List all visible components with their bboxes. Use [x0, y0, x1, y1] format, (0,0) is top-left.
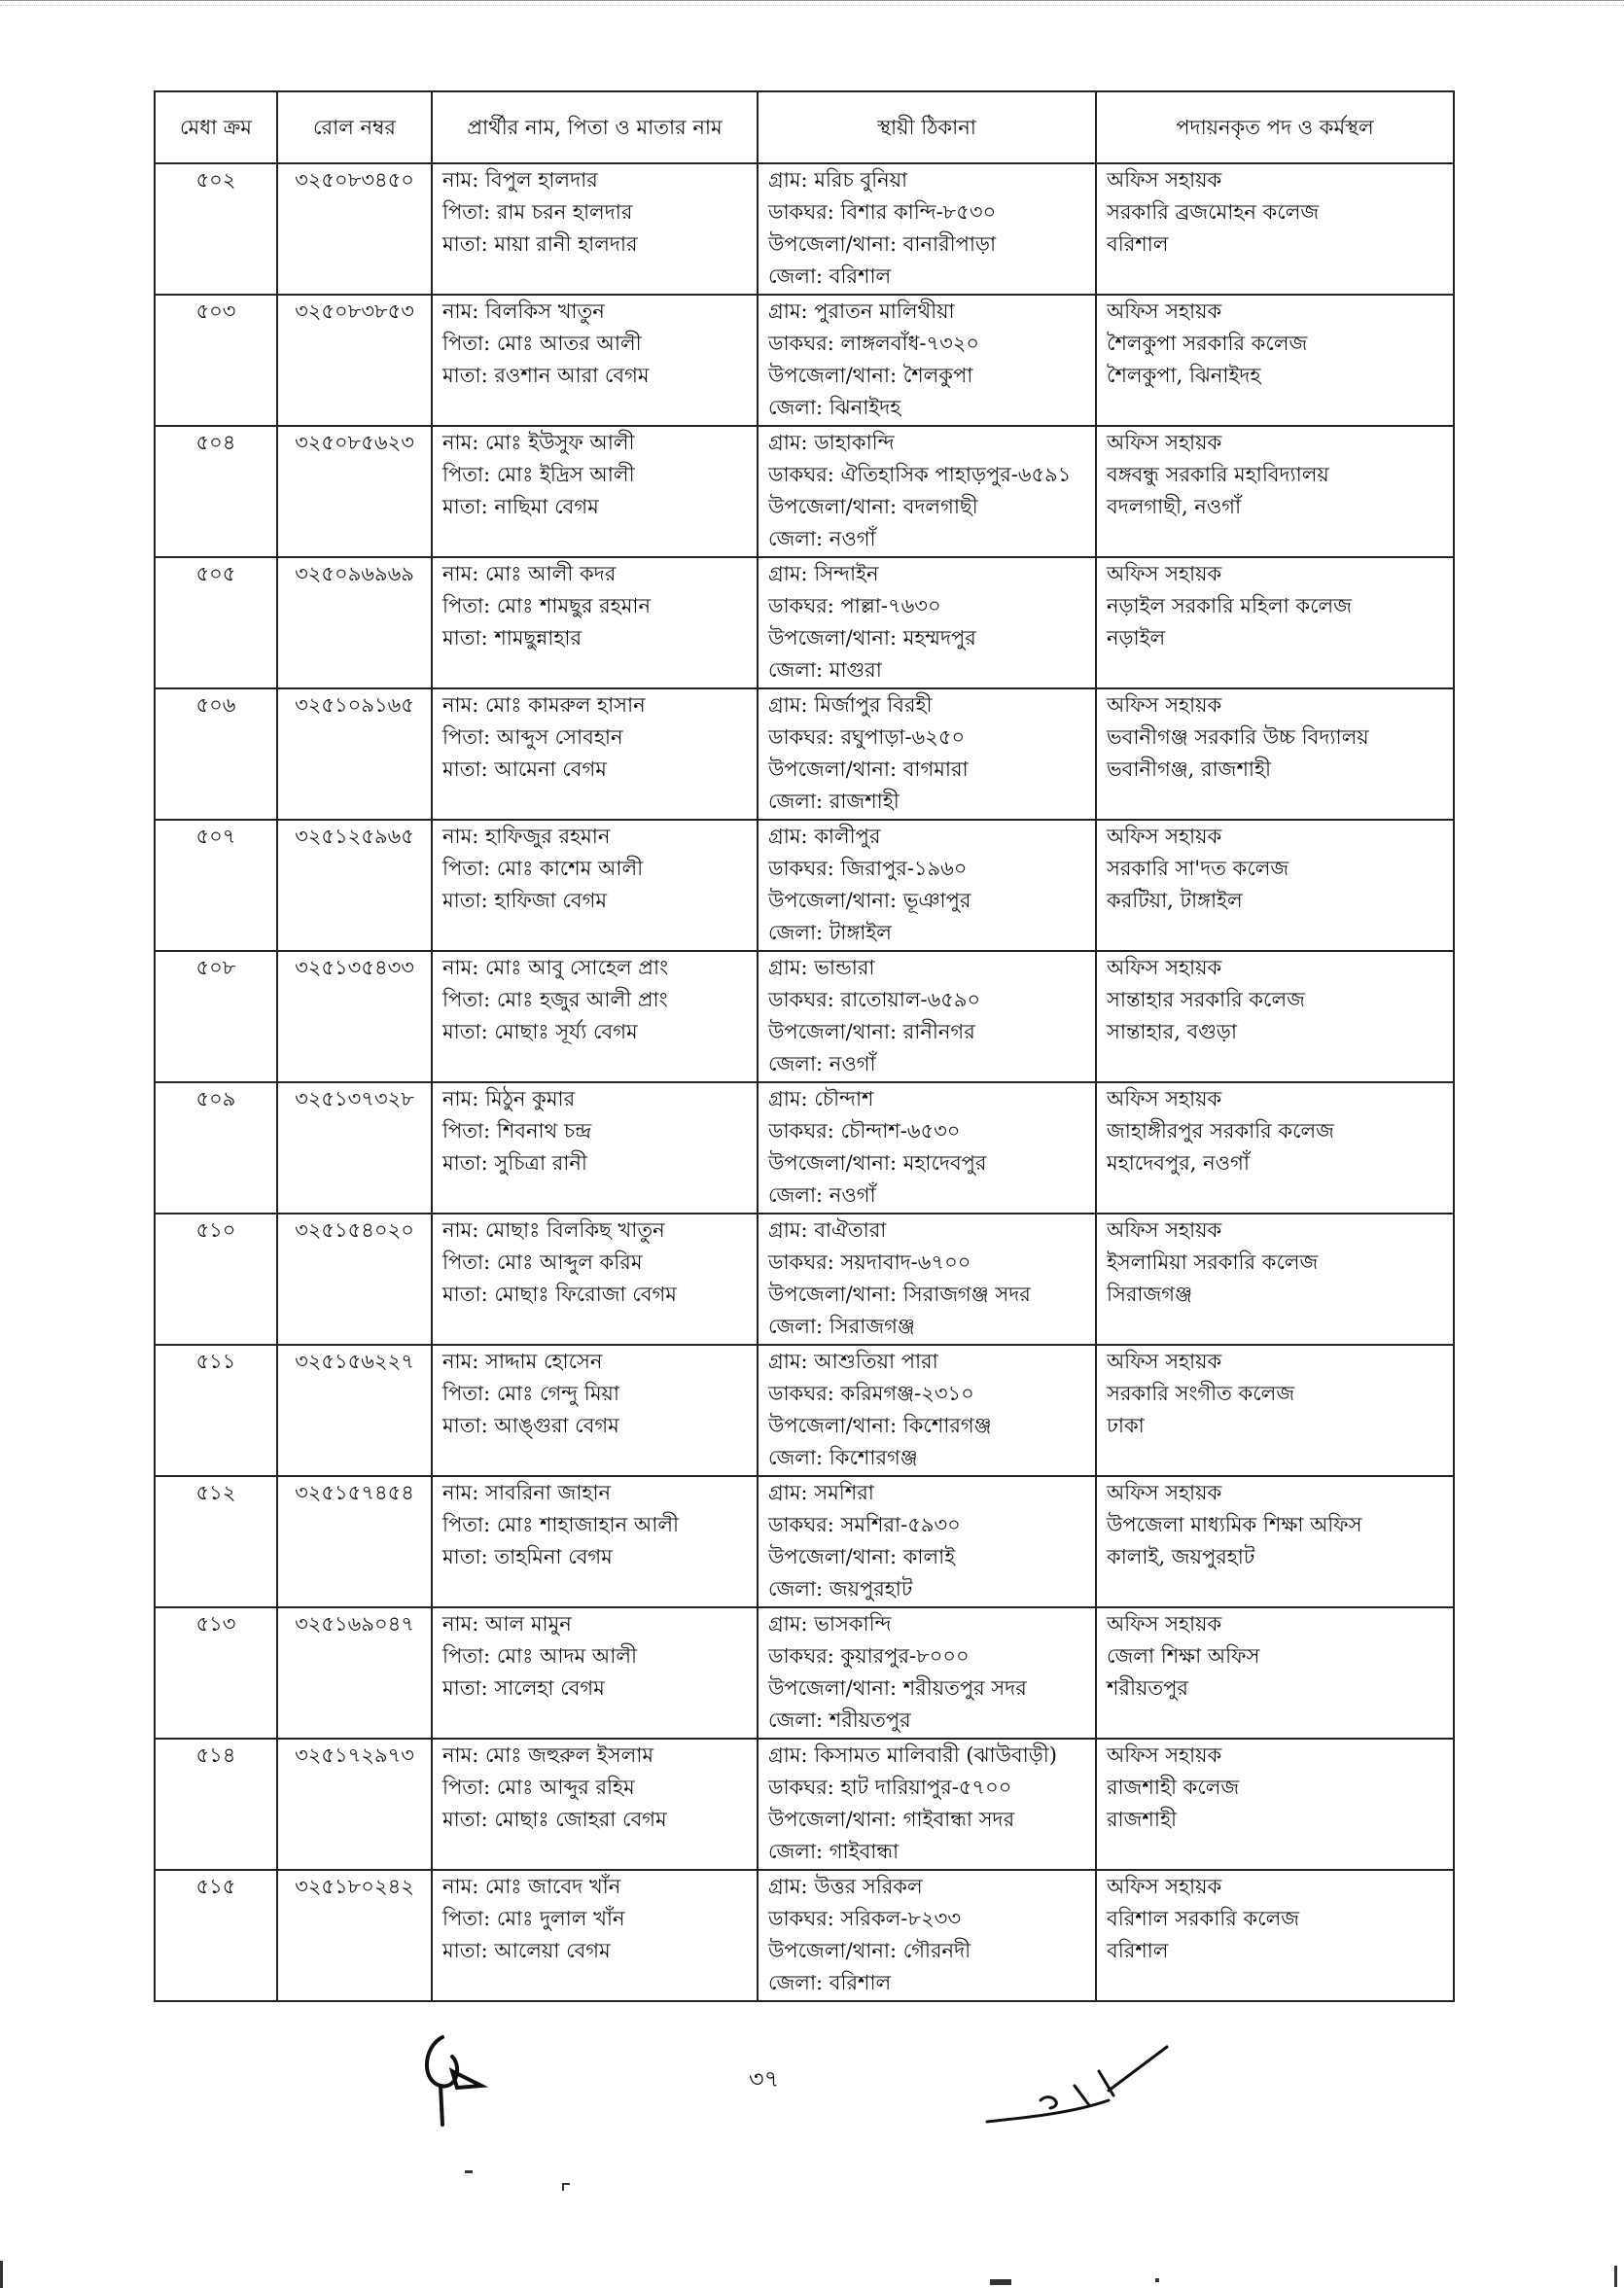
candidate-name: নাম: মোছাঃ বিলকিছ খাতুন: [442, 1218, 665, 1242]
page-top-edge: [0, 0, 1624, 6]
scan-speck: [1614, 2266, 1617, 2287]
address-district: জেলা: নওগাঁ: [768, 1183, 876, 1207]
posting-cell: [1096, 951, 1454, 1082]
father-name: পিতা: মোঃ আতর আলী: [442, 332, 642, 355]
mother-name: মাতা: মোছাঃ ফিরোজা বেগম: [442, 1283, 677, 1306]
mother-name: মাতা: শামছুন্নাহার: [442, 626, 583, 650]
roll-number-cell: ৩২৫১২৫৯৬৫: [277, 820, 432, 951]
father-name: পিতা: মোঃ শামছুর রহমান: [442, 594, 651, 617]
posting-position: অফিস সহায়ক: [1107, 693, 1222, 717]
address-village: গ্রাম: পুরাতন মালিথীয়া: [768, 299, 955, 323]
merit-serial-cell: ৫১২: [155, 1476, 277, 1607]
address-post-office: ডাকঘর: হাট দারিয়াপুর-৫৭০০: [768, 1776, 1012, 1799]
posting-cell: [1096, 295, 1454, 426]
posting-location: কালাই, জয়পুরহাট: [1107, 1545, 1255, 1568]
posting-cell: [1096, 688, 1454, 820]
candidate-name: নাম: বিলকিস খাতুন: [442, 299, 605, 323]
posting-workplace: সান্তাহার সরকারি কলেজ: [1107, 988, 1305, 1011]
scan-speck: [562, 2183, 570, 2191]
address-district: জেলা: গাইবান্ধা: [768, 1840, 900, 1863]
candidate-name: নাম: মোঃ আলী কদর: [442, 562, 617, 585]
mother-name: মাতা: তাহমিনা বেগম: [442, 1545, 613, 1568]
address-village: গ্রাম: চৌন্দাশ: [768, 1087, 874, 1110]
table-row: [155, 426, 1454, 557]
address-district: জেলা: জয়পুরহাট: [768, 1577, 913, 1601]
address-village: গ্রাম: উত্তর সরিকল: [768, 1875, 923, 1898]
candidate-name-cell: [432, 688, 758, 820]
candidate-name: নাম: মোঃ কামরুল হাসান: [442, 693, 646, 717]
permanent-address-cell: [758, 1214, 1096, 1345]
address-village: গ্রাম: কালীপুর: [768, 825, 881, 848]
posting-position: অফিস সহায়ক: [1107, 1087, 1222, 1110]
merit-serial-cell: ৫০৪: [155, 426, 277, 557]
address-district: জেলা: রাজশাহী: [768, 790, 900, 813]
candidate-name: নাম: সাদ্দাম হোসেন: [442, 1350, 603, 1373]
table-row: [155, 1607, 1454, 1739]
address-district: জেলা: নওগাঁ: [768, 1052, 876, 1075]
permanent-address-cell: [758, 1870, 1096, 2001]
posting-location: শৈলকুপা, ঝিনাইদহ: [1107, 364, 1261, 387]
address-upazila: উপজেলা/থানা: বাগমারা: [768, 757, 969, 781]
posting-cell: [1096, 1739, 1454, 1870]
address-post-office: ডাকঘর: সমশিরা-৫৯৩০: [768, 1513, 961, 1536]
address-upazila: উপজেলা/থানা: মহাদেবপুর: [768, 1151, 987, 1175]
permanent-address-cell: [758, 1476, 1096, 1607]
address-post-office: ডাকঘর: করিমগঞ্জ-২৩১০: [768, 1382, 974, 1405]
posting-position: অফিস সহায়ক: [1107, 825, 1222, 848]
posting-position: অফিস সহায়ক: [1107, 431, 1222, 454]
posting-cell: [1096, 820, 1454, 951]
scan-speck: [1155, 2278, 1159, 2282]
candidate-name-cell: [432, 163, 758, 295]
scan-speck: [0, 2261, 3, 2288]
address-upazila: উপজেলা/থানা: ভূঞাপুর: [768, 889, 971, 912]
address-post-office: ডাকঘর: কুয়ারপুর-৮০০০: [768, 1644, 970, 1668]
posting-position: অফিস সহায়ক: [1107, 299, 1222, 323]
address-district: জেলা: মাগুরা: [768, 658, 882, 682]
posting-location: বদলগাছী, নওগাঁ: [1107, 495, 1242, 518]
merit-serial-cell: ৫০৫: [155, 557, 277, 688]
address-village: গ্রাম: ডাহাকান্দি: [768, 431, 895, 454]
mother-name: মাতা: মায়া রানী হালদার: [442, 232, 638, 256]
address-village: গ্রাম: বাঐতারা: [768, 1218, 887, 1242]
merit-serial-cell: ৫০৭: [155, 820, 277, 951]
father-name: পিতা: মোঃ শাহাজাহান আলী: [442, 1513, 679, 1536]
posting-location: শরীয়তপুর: [1107, 1676, 1188, 1700]
address-post-office: ডাকঘর: বিশার কান্দি-৮৫৩০: [768, 200, 997, 224]
posting-position: অফিস সহায়ক: [1107, 1875, 1222, 1898]
address-village: গ্রাম: সিন্দাইন: [768, 562, 879, 585]
header-candidate-name: প্রার্থীর নাম, পিতা ও মাতার নাম: [432, 91, 758, 163]
address-upazila: উপজেলা/থানা: গৌরনদী: [768, 1939, 971, 1962]
father-name: পিতা: মোঃ হজুর আলী প্রাং: [442, 988, 668, 1011]
posting-location: বরিশাল: [1107, 232, 1169, 256]
signature-left: [413, 2027, 501, 2134]
address-upazila: উপজেলা/থানা: মহম্মদপুর: [768, 626, 976, 650]
candidate-name: নাম: বিপুল হালদার: [442, 168, 598, 192]
address-post-office: ডাকঘর: রাতোয়াল-৬৫৯০: [768, 988, 981, 1011]
table-row: [155, 1082, 1454, 1214]
permanent-address-cell: [758, 1345, 1096, 1476]
posting-cell: [1096, 1870, 1454, 2001]
address-village: গ্রাম: ভাসকান্দি: [768, 1612, 892, 1636]
candidate-name: নাম: হাফিজুর রহমান: [442, 825, 611, 848]
address-post-office: ডাকঘর: রঘুপাড়া-৬২৫০: [768, 725, 966, 749]
candidate-name-cell: [432, 426, 758, 557]
table-row: [155, 951, 1454, 1082]
mother-name: মাতা: আমেনা বেগম: [442, 757, 607, 781]
address-village: গ্রাম: কিসামত মালিবারী (ঝাউবাড়ী): [768, 1743, 1057, 1767]
permanent-address-cell: [758, 557, 1096, 688]
candidate-name: নাম: মিঠুন কুমার: [442, 1087, 576, 1110]
address-upazila: উপজেলা/থানা: রানীনগর: [768, 1020, 975, 1043]
candidate-name-cell: [432, 295, 758, 426]
posting-cell: [1096, 426, 1454, 557]
permanent-address-cell: [758, 1607, 1096, 1739]
address-village: গ্রাম: আশুতিয়া পারা: [768, 1350, 938, 1373]
merit-serial-cell: ৫০২: [155, 163, 277, 295]
roll-number-cell: ৩২৫১৫৭৪৫৪: [277, 1476, 432, 1607]
address-post-office: ডাকঘর: জিরাপুর-১৯৬০: [768, 857, 968, 880]
father-name: পিতা: মোঃ আব্দুর রহিম: [442, 1776, 635, 1799]
posting-position: অফিস সহায়ক: [1107, 168, 1222, 192]
table-row: [155, 1214, 1454, 1345]
posting-location: রাজশাহী: [1107, 1808, 1177, 1831]
mother-name: মাতা: মোছাঃ সূর্য্য বেগম: [442, 1020, 638, 1043]
posting-cell: [1096, 557, 1454, 688]
father-name: পিতা: শিবনাথ চন্দ্র: [442, 1119, 592, 1143]
permanent-address-cell: [758, 1739, 1096, 1870]
father-name: পিতা: আব্দুস সোবহান: [442, 725, 623, 749]
posting-workplace: উপজেলা মাধ্যমিক শিক্ষা অফিস: [1107, 1513, 1362, 1536]
permanent-address-cell: [758, 820, 1096, 951]
posting-location: নড়াইল: [1107, 626, 1166, 650]
mother-name: মাতা: সালেহা বেগম: [442, 1676, 605, 1700]
address-village: গ্রাম: ভান্ডারা: [768, 956, 875, 979]
table-row: [155, 1870, 1454, 2001]
address-village: গ্রাম: মরিচ বুনিয়া: [768, 168, 908, 192]
address-district: জেলা: বরিশাল: [768, 1971, 892, 1994]
permanent-address-cell: [758, 295, 1096, 426]
merit-serial-cell: ৫১৫: [155, 1870, 277, 2001]
permanent-address-cell: [758, 951, 1096, 1082]
address-post-office: ডাকঘর: ঐতিহাসিক পাহাড়পুর-৬৫৯১: [768, 463, 1072, 486]
father-name: পিতা: মোঃ কাশেম আলী: [442, 857, 644, 880]
father-name: পিতা: মোঃ আব্দুল করিম: [442, 1250, 643, 1274]
father-name: পিতা: মোঃ ইদ্রিস আলী: [442, 463, 635, 486]
posting-position: অফিস সহায়ক: [1107, 956, 1222, 979]
posting-location: মহাদেবপুর, নওগাঁ: [1107, 1151, 1250, 1175]
signature-right: [982, 2032, 1177, 2139]
posting-workplace: ভবানীগঞ্জ সরকারি উচ্চ বিদ্যালয়: [1107, 725, 1369, 749]
posting-cell: [1096, 163, 1454, 295]
address-post-office: ডাকঘর: লাঙ্গলবাঁধ-৭৩২০: [768, 332, 980, 355]
table-row: [155, 163, 1454, 295]
roll-number-cell: ৩২৫১৫৪০২০: [277, 1214, 432, 1345]
merit-serial-cell: ৫০৩: [155, 295, 277, 426]
posting-workplace: শৈলকুপা সরকারি কলেজ: [1107, 332, 1308, 355]
candidate-name: নাম: আল মামুন: [442, 1612, 572, 1636]
posting-workplace: বঙ্গবন্ধু সরকারি মহাবিদ্যালয়: [1107, 463, 1329, 486]
posting-workplace: জাহাঙ্গীরপুর সরকারি কলেজ: [1107, 1119, 1334, 1143]
roll-number-cell: ৩২৫১৫৬২২৭: [277, 1345, 432, 1476]
candidate-name-cell: [432, 1607, 758, 1739]
table-row: [155, 1476, 1454, 1607]
roll-number-cell: ৩২৫১৭২৯৭৩: [277, 1739, 432, 1870]
scan-speck: [990, 2279, 1011, 2285]
scan-speck: [465, 2170, 473, 2173]
roll-number-cell: ৩২৫০৮৩৪৫০: [277, 163, 432, 295]
address-upazila: উপজেলা/থানা: বদলগাছী: [768, 495, 978, 518]
mother-name: মাতা: আলেয়া বেগম: [442, 1939, 611, 1962]
posting-cell: [1096, 1607, 1454, 1739]
address-village: গ্রাম: মির্জাপুর বিরহী: [768, 693, 933, 717]
address-upazila: উপজেলা/থানা: কিশোরগঞ্জ: [768, 1414, 992, 1437]
posting-cell: [1096, 1345, 1454, 1476]
address-upazila: উপজেলা/থানা: গাইবান্ধা সদর: [768, 1808, 1015, 1831]
table-row: [155, 1345, 1454, 1476]
header-posting: পদায়নকৃত পদ ও কর্মস্থল: [1096, 91, 1454, 163]
candidate-name: নাম: মোঃ জাবেদ খাঁন: [442, 1875, 621, 1898]
address-upazila: উপজেলা/থানা: সিরাজগঞ্জ সদর: [768, 1283, 1031, 1306]
posting-workplace: বরিশাল সরকারি কলেজ: [1107, 1907, 1300, 1930]
merit-serial-cell: ৫০৮: [155, 951, 277, 1082]
roll-number-cell: ৩২৫১০৯১৬৫: [277, 688, 432, 820]
table-row: [155, 688, 1454, 820]
father-name: পিতা: রাম চরন হালদার: [442, 200, 633, 224]
candidate-name-cell: [432, 1082, 758, 1214]
mother-name: মাতা: রওশান আরা বেগম: [442, 364, 650, 387]
merit-serial-cell: ৫০৬: [155, 688, 277, 820]
candidate-name: নাম: মোঃ জহুরুল ইসলাম: [442, 1743, 654, 1767]
address-village: গ্রাম: সমশিরা: [768, 1481, 874, 1504]
posting-location: বরিশাল: [1107, 1939, 1169, 1962]
header-permanent-address: স্থায়ী ঠিকানা: [758, 91, 1096, 163]
posting-position: অফিস সহায়ক: [1107, 1612, 1222, 1636]
posting-position: অফিস সহায়ক: [1107, 1481, 1222, 1504]
posting-position: অফিস সহায়ক: [1107, 1218, 1222, 1242]
posting-cell: [1096, 1476, 1454, 1607]
header-merit-serial: মেধা ক্রম: [155, 91, 277, 163]
page-number: ৩৭: [749, 2065, 780, 2093]
permanent-address-cell: [758, 1082, 1096, 1214]
merit-serial-cell: ৫১১: [155, 1345, 277, 1476]
roll-number-cell: ৩২৫১৬৯০৪৭: [277, 1607, 432, 1739]
mother-name: মাতা: নাছিমা বেগম: [442, 495, 599, 518]
candidate-name-cell: [432, 1476, 758, 1607]
permanent-address-cell: [758, 688, 1096, 820]
posting-location: ভবানীগঞ্জ, রাজশাহী: [1107, 757, 1272, 781]
address-post-office: ডাকঘর: চৌন্দাশ-৬৫৩০: [768, 1119, 961, 1143]
address-upazila: উপজেলা/থানা: শরীয়তপুর সদর: [768, 1676, 1027, 1700]
candidate-name: নাম: মোঃ ইউসুফ আলী: [442, 431, 635, 454]
header-roll-number: রোল নম্বর: [277, 91, 432, 163]
address-post-office: ডাকঘর: পাল্লা-৭৬৩০: [768, 594, 941, 617]
posting-position: অফিস সহায়ক: [1107, 562, 1222, 585]
posting-workplace: ইসলামিয়া সরকারি কলেজ: [1107, 1250, 1319, 1274]
posting-location: ঢাকা: [1107, 1414, 1145, 1437]
posting-location: সান্তাহার, বগুড়া: [1107, 1020, 1237, 1043]
roll-number-cell: ৩২৫১৮০২৪২: [277, 1870, 432, 2001]
roll-number-cell: ৩২৫১৩৫৪৩৩: [277, 951, 432, 1082]
posting-location: সিরাজগঞ্জ: [1107, 1283, 1193, 1306]
roll-number-cell: ৩২৫১৩৭৩২৮: [277, 1082, 432, 1214]
posting-location: করটিয়া, টাঙ্গাইল: [1107, 889, 1243, 912]
table-row: [155, 557, 1454, 688]
roll-number-cell: ৩২৫০৯৬৯৬৯: [277, 557, 432, 688]
address-upazila: উপজেলা/থানা: বানারীপাড়া: [768, 232, 997, 256]
address-upazila: উপজেলা/থানা: শৈলকুপা: [768, 364, 973, 387]
permanent-address-cell: [758, 163, 1096, 295]
roll-number-cell: ৩২৫০৮৩৮৫৩: [277, 295, 432, 426]
candidate-name-cell: [432, 557, 758, 688]
posting-position: অফিস সহায়ক: [1107, 1743, 1222, 1767]
posting-cell: [1096, 1214, 1454, 1345]
roll-number-cell: ৩২৫০৮৫৬২৩: [277, 426, 432, 557]
candidate-name-cell: [432, 1870, 758, 2001]
address-district: জেলা: নওগাঁ: [768, 527, 876, 550]
father-name: পিতা: মোঃ দুলাল খাঁন: [442, 1907, 625, 1930]
merit-serial-cell: ৫১০: [155, 1214, 277, 1345]
merit-serial-cell: ৫০৯: [155, 1082, 277, 1214]
father-name: পিতা: মোঃ আদম আলী: [442, 1644, 638, 1668]
table-row: [155, 820, 1454, 951]
mother-name: মাতা: আঙ্গুরা বেগম: [442, 1414, 619, 1437]
merit-serial-cell: ৫১৪: [155, 1739, 277, 1870]
posting-workplace: সরকারি সংগীত কলেজ: [1107, 1382, 1295, 1405]
table-row: [155, 295, 1454, 426]
candidate-name: নাম: সাবরিনা জাহান: [442, 1481, 612, 1504]
mother-name: মাতা: সুচিত্রা রানী: [442, 1151, 587, 1175]
candidate-name: নাম: মোঃ আবু সোহেল প্রাং: [442, 956, 669, 979]
posting-workplace: রাজশাহী কলেজ: [1107, 1776, 1240, 1799]
address-district: জেলা: সিরাজগঞ্জ: [768, 1315, 915, 1338]
table-row: [155, 1739, 1454, 1870]
merit-list-table: [154, 90, 1455, 2002]
mother-name: মাতা: হাফিজা বেগম: [442, 889, 608, 912]
permanent-address-cell: [758, 426, 1096, 557]
address-district: জেলা: টাঙ্গাইল: [768, 921, 892, 944]
candidate-name-cell: [432, 1345, 758, 1476]
address-district: জেলা: শরীয়তপুর: [768, 1708, 911, 1732]
father-name: পিতা: মোঃ গেন্দু মিয়া: [442, 1382, 619, 1405]
posting-workplace: নড়াইল সরকারি মহিলা কলেজ: [1107, 594, 1352, 617]
table-body: [155, 163, 1454, 2001]
address-district: জেলা: বরিশাল: [768, 264, 892, 288]
mother-name: মাতা: মোছাঃ জোহরা বেগম: [442, 1808, 667, 1831]
candidate-name-cell: [432, 1214, 758, 1345]
address-district: জেলা: ঝিনাইদহ: [768, 396, 901, 419]
candidate-name-cell: [432, 1739, 758, 1870]
candidate-name-cell: [432, 951, 758, 1082]
address-post-office: ডাকঘর: সরিকল-৮২৩৩: [768, 1907, 961, 1930]
posting-workplace: সরকারি ব্রজমোহন কলেজ: [1107, 200, 1320, 224]
candidate-name-cell: [432, 820, 758, 951]
posting-workplace: সরকারি সা'দত কলেজ: [1107, 857, 1289, 880]
address-upazila: উপজেলা/থানা: কালাই: [768, 1545, 956, 1568]
posting-cell: [1096, 1082, 1454, 1214]
address-post-office: ডাকঘর: সয়দাবাদ-৬৭০০: [768, 1250, 971, 1274]
posting-position: অফিস সহায়ক: [1107, 1350, 1222, 1373]
merit-serial-cell: ৫১৩: [155, 1607, 277, 1739]
address-district: জেলা: কিশোরগঞ্জ: [768, 1446, 918, 1469]
table-header-row: [155, 91, 1454, 163]
posting-workplace: জেলা শিক্ষা অফিস: [1107, 1644, 1260, 1668]
